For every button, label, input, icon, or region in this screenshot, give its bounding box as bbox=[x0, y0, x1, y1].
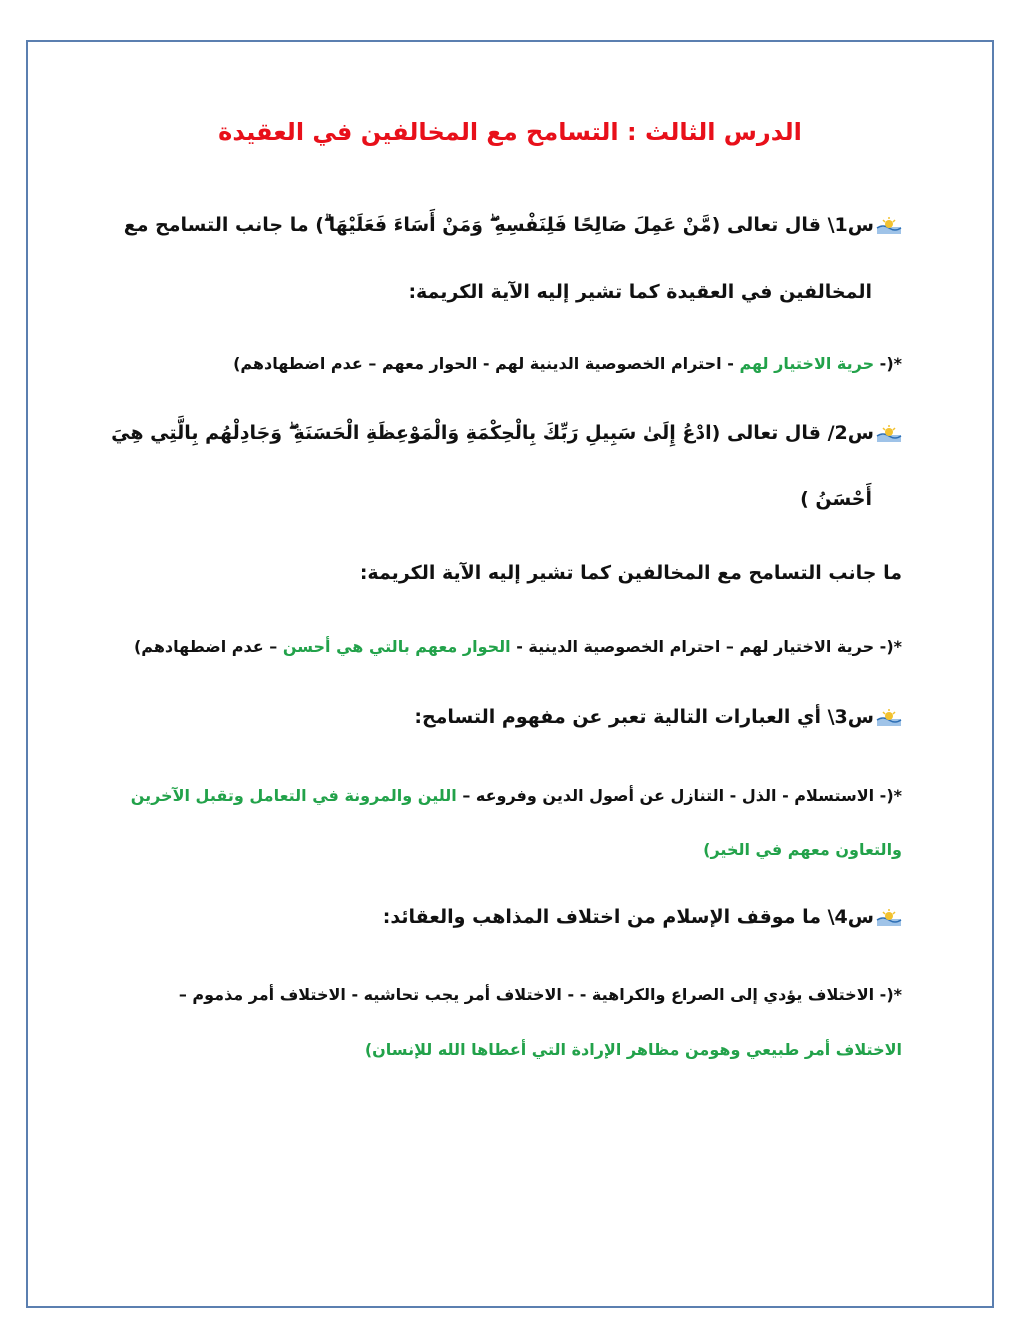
answer-2-rest: – عدم اضطهادهم) bbox=[133, 637, 283, 656]
question-2-text: س2/ قال تعالى (ادْعُ إِلَىٰ سَبِيلِ رَبِّكَ بِالْحِكْمَةِ وَالْمَوْعِظَةِ الْحَسَنَةِ ۖ وَجَادِلْهُم بِالَّتِي هِيَ bbox=[111, 422, 874, 444]
question-bullet-icon bbox=[876, 216, 902, 236]
answer-2-prefix: *(- حرية الاختيار لهم – احترام الخصوصية الدينية - bbox=[510, 637, 902, 656]
answer-2-correct: الحوار معهم بالتي هي أحسن bbox=[282, 637, 511, 656]
answer-3-correct: اللين والمرونة في التعامل وتقبل الآخرين bbox=[130, 786, 457, 805]
question-3 bbox=[414, 706, 902, 728]
question-2-prompt: ما جانب التسامح مع المخالفين كما تشير إليه الآية الكريمة: bbox=[359, 562, 902, 584]
question-bullet-icon bbox=[876, 708, 902, 728]
question-bullet-icon bbox=[876, 908, 902, 928]
question-4 bbox=[383, 906, 902, 928]
answer-3 bbox=[131, 786, 902, 805]
question-4-text: س4\ ما موقف الإسلام من اختلاف المذاهب والعقائد: bbox=[382, 906, 874, 928]
question-2-line2: أَحْسَنُ ) bbox=[800, 488, 872, 510]
answer-2 bbox=[134, 637, 902, 656]
answer-4-correct: الاختلاف أمر طبيعي وهومن مظاهر الإرادة التي أعطاها الله للإنسان) bbox=[364, 1040, 902, 1059]
question-bullet-icon bbox=[876, 424, 902, 444]
question-1-text: س1\ قال تعالى (مَّنْ عَمِلَ صَالِحًا فَلِنَفْسِهِ ۖ وَمَنْ أَسَاءَ فَعَلَيْهَا ۗ) ما جانب التسامح مع bbox=[123, 214, 874, 236]
answer-3-line2: والتعاون معهم في الخير) bbox=[703, 840, 902, 859]
answer-1 bbox=[233, 354, 902, 373]
question-1-line2: المخالفين في العقيدة كما تشير إليه الآية الكريمة: bbox=[408, 281, 872, 303]
question-3-text: س3\ أي العبارات التالية تعبر عن مفهوم التسامح: bbox=[414, 706, 874, 728]
question-1 bbox=[124, 214, 902, 236]
question-2 bbox=[111, 422, 902, 444]
page-title: الدرس الثالث : التسامح مع المخالفين في العقيدة bbox=[218, 118, 802, 146]
answer-4: *(- الاختلاف يؤدي إلى الصراع والكراهية - - الاختلاف أمر يجب تحاشيه - الاختلاف أمر مذموم – bbox=[178, 985, 902, 1004]
answer-1-correct: حرية الاختيار لهم bbox=[739, 354, 875, 373]
answer-1-rest: - احترام الخصوصية الدينية لهم - الحوار معهم – عدم اضطهادهم) bbox=[233, 354, 740, 373]
answer-1-prefix: *(- bbox=[874, 354, 902, 373]
answer-3-prefix: *(- الاستسلام - الذل - التنازل عن أصول الدين وفروعه – bbox=[456, 786, 902, 805]
